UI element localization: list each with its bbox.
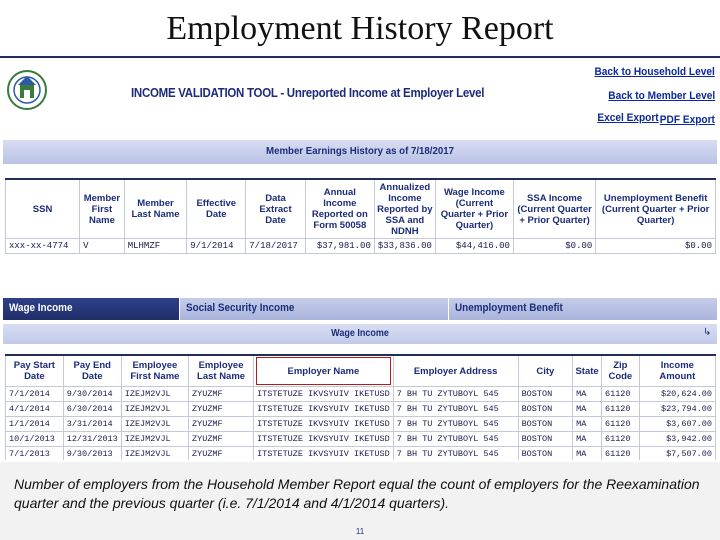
- employer-name-cell: ITSTETUZE IKVSYUIV IKETUSD: [254, 432, 394, 447]
- pay-start-cell: 1/1/2014: [6, 417, 64, 432]
- employee-last-cell: ZYUZMF: [189, 387, 254, 402]
- caption-box: [0, 462, 720, 540]
- back-to-household-link[interactable]: Back to Household Level: [594, 66, 715, 78]
- employer-name-cell: ITSTETUZE IKVSYUIV IKETUSD: [254, 447, 394, 461]
- income-amount-cell: $23,794.00: [639, 402, 715, 417]
- back-to-member-link[interactable]: Back to Member Level: [608, 90, 715, 102]
- tab-label: Wage Income: [9, 302, 73, 314]
- report-screenshot: [3, 58, 717, 460]
- ssa-income-cell: $0.00: [513, 239, 595, 254]
- income-amount-cell: $20,624.00: [639, 387, 715, 402]
- employer-address-cell: 7 BH TU ZYTUBOYL 545: [393, 447, 518, 461]
- pdf-export-link[interactable]: PDF Export: [659, 114, 715, 126]
- col-header: Unemployment Benefit (Current Quarter + Prior Quarter): [596, 179, 716, 239]
- tab-wage-income[interactable]: [3, 298, 180, 320]
- wage-income-table: [5, 354, 716, 460]
- earnings-header-row: [6, 179, 716, 239]
- col-header: SSN: [6, 179, 80, 239]
- city-cell: BOSTON: [518, 447, 573, 461]
- col-header: Annual Income Reported on Form 50058: [305, 179, 374, 239]
- employer-address-cell: 7 BH TU ZYTUBOYL 545: [393, 432, 518, 447]
- table-row: [6, 417, 716, 432]
- col-header: Employer Address: [393, 355, 518, 387]
- table-row: [6, 239, 716, 254]
- employer-address-cell: 7 BH TU ZYTUBOYL 545: [393, 402, 518, 417]
- pay-end-cell: 3/31/2014: [63, 417, 121, 432]
- employee-last-cell: ZYUZMF: [189, 432, 254, 447]
- col-header: Income Amount: [639, 355, 715, 387]
- earnings-banner-text: Member Earnings History as of 7/18/2017: [266, 145, 454, 157]
- employee-first-cell: IZEJM2VJL: [121, 387, 188, 402]
- col-header: Zip Code: [602, 355, 640, 387]
- state-cell: MA: [573, 447, 602, 461]
- zip-cell: 61120: [602, 447, 640, 461]
- employer-name-header: Employer Name: [254, 355, 394, 387]
- col-header: Member First Name: [80, 179, 125, 239]
- zip-cell: 61120: [602, 402, 640, 417]
- col-header: Data Extract Date: [246, 179, 306, 239]
- wage-header-row: [6, 355, 716, 387]
- earnings-table: [5, 178, 716, 254]
- employer-address-cell: 7 BH TU ZYTUBOYL 545: [393, 417, 518, 432]
- state-cell: MA: [573, 417, 602, 432]
- excel-export-link[interactable]: Excel Export: [597, 112, 659, 124]
- wage-income-banner: [3, 324, 717, 344]
- table-row: [6, 387, 716, 402]
- pay-end-cell: 9/30/2014: [63, 387, 121, 402]
- employer-name-cell: ITSTETUZE IKVSYUIV IKETUSD: [254, 387, 394, 402]
- col-header: Annualized Income Reported by SSA and NDNH: [374, 179, 435, 239]
- col-header: State: [573, 355, 602, 387]
- employee-last-cell: ZYUZMF: [189, 402, 254, 417]
- pay-start-cell: 10/1/2013: [6, 432, 64, 447]
- col-header: Member Last Name: [124, 179, 187, 239]
- employer-address-cell: 7 BH TU ZYTUBOYL 545: [393, 387, 518, 402]
- wage-income-banner-text: Wage Income: [331, 328, 389, 339]
- pay-start-cell: 4/1/2014: [6, 402, 64, 417]
- zip-cell: 61120: [602, 387, 640, 402]
- income-tabs: [3, 298, 717, 320]
- employee-first-cell: IZEJM2VJL: [121, 432, 188, 447]
- slide-caption: Number of employers from the Household Member Report equal the count of employers for the Reexamination quarter and the previous quarter (i.e. 7/1/2014 and 4/1/2014 quarters).: [14, 476, 700, 511]
- city-cell: BOSTON: [518, 402, 573, 417]
- col-header: SSA Income (Current Quarter + Prior Quarter): [513, 179, 595, 239]
- expand-arrow-icon[interactable]: ↳: [703, 327, 712, 338]
- ssn-cell: xxx-xx-4774: [6, 239, 80, 254]
- col-header: Wage Income (Current Quarter + Prior Quarter): [435, 179, 513, 239]
- annualized-income-cell: $33,836.00: [374, 239, 435, 254]
- income-amount-cell: $3,942.00: [639, 432, 715, 447]
- effective-date-cell: 9/1/2014: [187, 239, 246, 254]
- tool-title: INCOME VALIDATION TOOL - Unreported Income at Employer Level: [131, 86, 485, 100]
- employee-first-cell: IZEJM2VJL: [121, 447, 188, 461]
- tab-label: Unemployment Benefit: [455, 302, 563, 314]
- pay-end-cell: 12/31/2013: [63, 432, 121, 447]
- col-header: Employee First Name: [121, 355, 188, 387]
- employee-first-cell: IZEJM2VJL: [121, 402, 188, 417]
- employer-name-cell: ITSTETUZE IKVSYUIV IKETUSD: [254, 402, 394, 417]
- zip-cell: 61120: [602, 432, 640, 447]
- employee-last-cell: ZYUZMF: [189, 417, 254, 432]
- pay-end-cell: 6/30/2014: [63, 402, 121, 417]
- col-header: City: [518, 355, 573, 387]
- col-header: Employee Last Name: [189, 355, 254, 387]
- income-amount-cell: $3,607.00: [639, 417, 715, 432]
- state-cell: MA: [573, 402, 602, 417]
- slide-title: Employment History Report: [166, 10, 554, 47]
- city-cell: BOSTON: [518, 432, 573, 447]
- annual-income-cell: $37,981.00: [305, 239, 374, 254]
- city-cell: BOSTON: [518, 417, 573, 432]
- income-amount-cell: $7,507.00: [639, 447, 715, 461]
- first-name-cell: V: [80, 239, 125, 254]
- pay-start-cell: 7/1/2014: [6, 387, 64, 402]
- state-cell: MA: [573, 432, 602, 447]
- city-cell: BOSTON: [518, 387, 573, 402]
- agency-logo-icon: [5, 60, 50, 130]
- employee-last-cell: ZYUZMF: [189, 447, 254, 461]
- pay-start-cell: 7/1/2013: [6, 447, 64, 461]
- employer-name-cell: ITSTETUZE IKVSYUIV IKETUSD: [254, 417, 394, 432]
- employee-first-cell: IZEJM2VJL: [121, 417, 188, 432]
- col-header: Pay End Date: [63, 355, 121, 387]
- earnings-banner: [3, 140, 717, 164]
- tab-label: Social Security Income: [186, 302, 295, 314]
- last-name-cell: MLHMZF: [124, 239, 187, 254]
- extract-date-cell: 7/18/2017: [246, 239, 306, 254]
- state-cell: MA: [573, 387, 602, 402]
- table-row: [6, 447, 716, 461]
- slide-title-bar: [0, 0, 720, 58]
- col-header: Effective Date: [187, 179, 246, 239]
- unemployment-cell: $0.00: [596, 239, 716, 254]
- zip-cell: 61120: [602, 417, 640, 432]
- wage-income-cell: $44,416.00: [435, 239, 513, 254]
- col-header: Pay Start Date: [6, 355, 64, 387]
- table-row: [6, 402, 716, 417]
- table-row: [6, 432, 716, 447]
- page-number: 11: [355, 527, 365, 536]
- tab-unemployment-benefit[interactable]: [449, 298, 717, 320]
- pay-end-cell: 9/30/2013: [63, 447, 121, 461]
- tab-social-security-income[interactable]: [180, 298, 449, 320]
